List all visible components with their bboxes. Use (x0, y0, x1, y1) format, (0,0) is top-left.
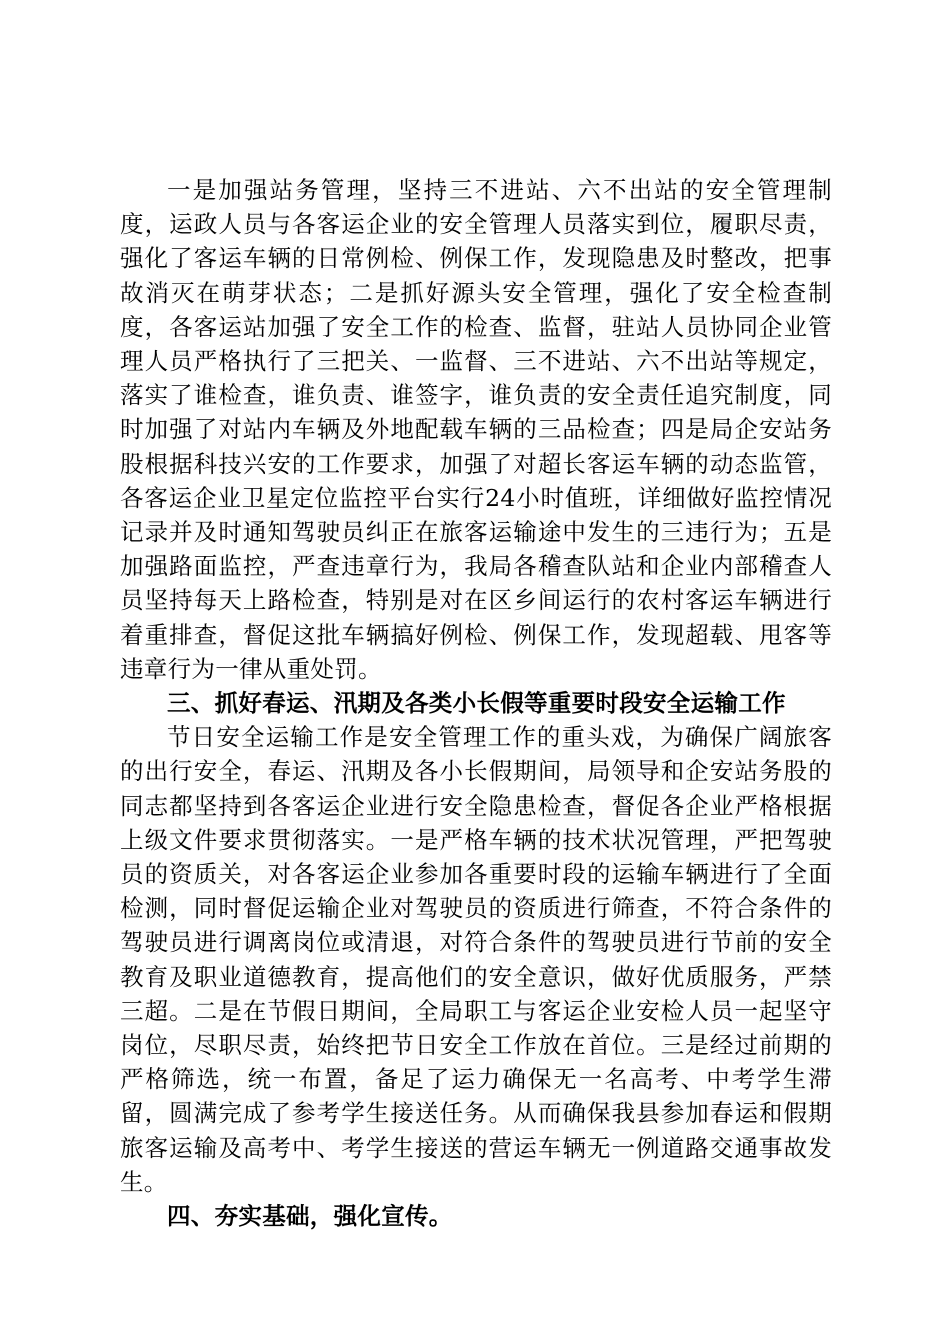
section-heading: 三、抓好春运、汛期及各类小长假等重要时段安全运输工作 (167, 689, 786, 718)
body-paragraph: 节日安全运输工作是安全管理工作的重头戏，为确保广阔旅客的出行安全，春运、汛期及各小长假期间，局领导和企安站务股的同志都坚持到各客运企业进行安全隐患检查，督促各企业严格根据上级文件要求贯彻落实。一是严格车辆的技术状况管理，严把驾驶员的资质关，对各客运企业参加各重要时段的运输车辆进行了全面检测，同时督促运输企业对驾驶员的资质进行筛查，不符合条件的驾驶员进行调离岗位或清退，对符合条件的驾驶员进行节前的安全教育及职业道德教育，提高他们的安全意识，做好优质服务，严禁三超。二是在节假日期间，全局职工与客运企业安检人员一起坚守岗位，尽职尽责，始终把节日安全工作放在首位。三是经过前期的严格筛选，统一布置，备足了运力确保无一名高考、中考学生滞留，圆满完成了参考学生接送任务。从而确保我县参加春运和假期旅客运输及高考中、考学生接送的营运车辆无一例道路交通事故发生。 (120, 723, 832, 1196)
document-page (120, 173, 832, 1233)
body-paragraph: 一是加强站务管理，坚持三不进站、六不出站的安全管理制度，运政人员与各客运企业的安全管理人员落实到位，履职尽责，强化了客运车辆的日常例检、例保工作，发现隐患及时整改，把事故消灭在萌芽状态；二是抓好源头安全管理，强化了安全检查制度，各客运站加强了安全工作的检查、监督，驻站人员协同企业管理人员严格执行了三把关、一监督、三不进站、六不出站等规定，落实了谁检查，谁负责、谁签字，谁负责的安全责任追究制度，同时加强了对站内车辆及外地配载车辆的三品检查；四是局企安站务股根据科技兴安的工作要求，加强了对超长客运车辆的动态监管，各客运企业卫星定位监控平台实行24小时值班，详细做好监控情况记录并及时通知驾驶员纠正在旅客运输途中发生的三违行为；五是加强路面监控，严查违章行为，我局各稽查队站和企业内部稽查人员坚持每天上路检查，特别是对在区乡间运行的农村客运车辆进行着重排查，督促这批车辆搞好例检、例保工作，发现超载、甩客等违章行为一律从重处罚。 (120, 176, 832, 683)
section-heading: 四、夯实基础，强化宣传。 (167, 1202, 453, 1231)
